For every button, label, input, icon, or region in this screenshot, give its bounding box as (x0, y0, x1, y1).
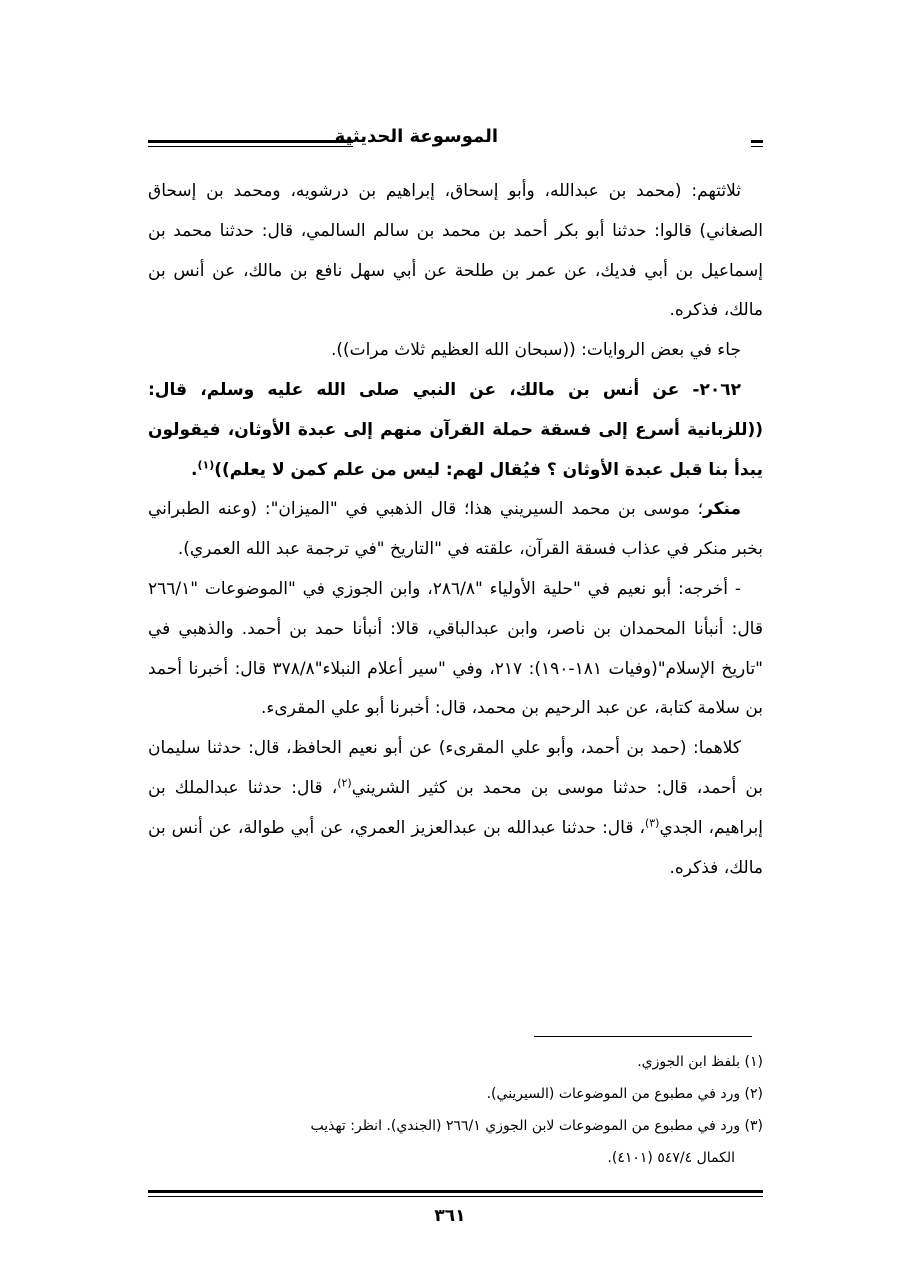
footnote-ref-1: (١) (197, 457, 215, 471)
paragraph-variant: جاء في بعض الروايات: ((سبحان الله العظيم ثلاث مرات)). (330, 340, 741, 361)
header-rule-right (751, 140, 763, 147)
grading-text: ؛ موسى بن محمد السيريني هذا؛ قال الذهبي في "الميزان": (وعنه الطبراني بخبر منكر في عذاب فسقة القرآن، علقته في "التاريخ "في ترجمة عبد الله العمري). (148, 499, 763, 560)
footnote-2: (٢) ورد في مطبوع من الموضوعات (السيريني). (486, 1086, 763, 1102)
isnad-paragraph (148, 729, 763, 888)
footnote-3: (٣) ورد في مطبوع من الموضوعات لابن الجوزي ٢٦٦/١ (الجندي). انظر: تهذيب (310, 1118, 763, 1134)
isnad-part-b: ، قال: حدثنا عبدالملك بن إبراهيم، الجدي (148, 777, 763, 838)
footnote-ref-3: (٣) (644, 816, 660, 830)
grading-paragraph (148, 490, 763, 570)
isnad-part-c: ، قال: حدثنا عبدالله بن عبدالعزيز العمري، عن أبي طوالة، عن أنس بن مالك، فذكره. (148, 817, 763, 878)
footnote-1: (١) بلفظ ابن الجوزي. (637, 1054, 763, 1070)
takhrij-paragraph: - أخرجه: أبو نعيم في "حلية الأولياء "٢٨٦/٨، وابن الجوزي في "الموضوعات "٢٦٦/١ قال: أنبأنا المحمدان بن ناصر، وابن عبدالباقي، قالا: أنبأنا حمد بن أحمد. والذهبي في "تاريخ الإسلام"(وفيات ١٨١-١٩٠): ٢١٧، وفي "سير أعلام النبلاء"٣٧٨/٨ قال: أخبرنا أحمد بن سلامة كتابة، عن عبد الرحيم بن محمد، قال: أخبرنا أبو علي المقرىء. (148, 578, 763, 719)
footnotes (148, 1046, 763, 1174)
header-rule-left (148, 140, 353, 147)
paragraph-chain: ثلاثتهم: (محمد بن عبدالله، وأبو إسحاق، إبراهيم بن درشويه، ومحمد بن إسحاق الصغاني) قالوا: حدثنا أبو بكر أحمد بن محمد بن سالم السالمي، قال: حدثنا محمد بن إسماعيل بن أبي فديك، عن عمر بن طلحة عن أبي سهل نافع بن مالك، عن أنس بن مالك، فذكره. (148, 181, 763, 321)
header-title: الموسوعة الحديثية (334, 126, 498, 147)
grading-label: منكر (703, 499, 741, 520)
footnote-separator (534, 1036, 752, 1037)
footnote-ref-2: (٢) (337, 776, 352, 790)
main-text (148, 172, 763, 888)
page-number: ٣٦١ (434, 1206, 466, 1226)
hadith-body: ٢٠٦٢- عن أنس بن مالك، عن النبي صلى الله عليه وسلم، قال: ((للزبانية أسرع إلى فسقة حملة القرآن منهم إلى عبدة الأوثان، فيقولون يبدأ بنا قبل عبدة الأوثان ؟ فيُقال لهم: ليس من علم كمن لا يعلم)) (148, 379, 763, 480)
isnad-part-a: كلاهما: (حمد بن أحمد، وأبو علي المقرىء) عن أبو نعيم الحافظ، قال: حدثنا سليمان بن أحمد، قال: حدثنا موسى بن محمد بن كثير الشريني (148, 738, 764, 798)
bottom-rule (148, 1190, 763, 1197)
hadith-end: . (191, 459, 198, 480)
hadith-text (148, 371, 763, 490)
running-header (148, 128, 763, 158)
footnote-3-continued: الكمال ٥٤٧/٤ (٤١٠١). (607, 1150, 735, 1166)
